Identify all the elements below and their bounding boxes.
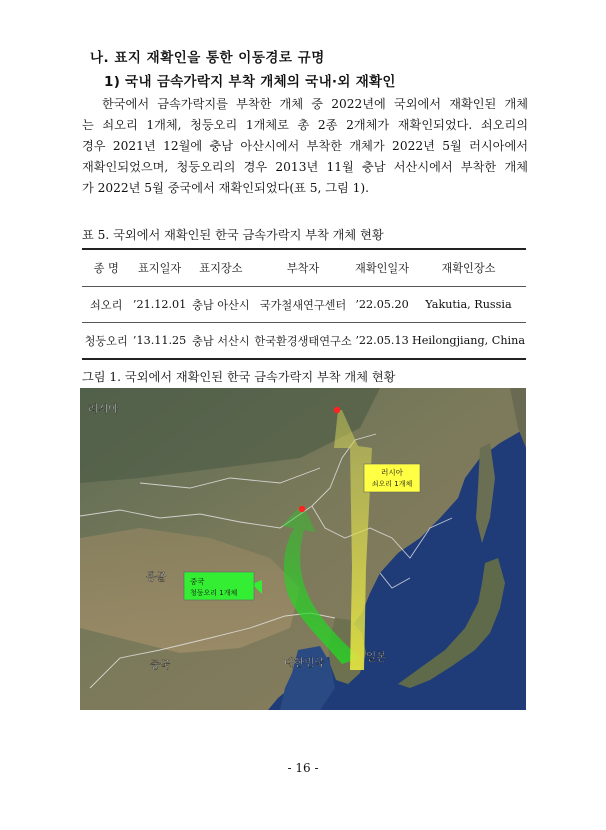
cell: ’21.12.01 [130,287,188,323]
cell: 쇠오리 [82,287,130,323]
russia-recapture-marker [334,407,340,413]
header-band-date: 표지일자 [130,249,188,287]
figure-caption: 그림 1. 국외에서 재확인된 한국 금속가락지 부착 개체 현황 [82,370,396,384]
header-band-site: 표지장소 [189,249,253,287]
header-species: 종 명 [82,249,130,287]
label-japan: 일본 [366,651,387,663]
header-bander: 부착자 [253,249,353,287]
migration-map [80,388,526,710]
cell: Heilongjiang, China [411,323,526,360]
section-heading: 나. 표지 재확인을 통한 이동경로 규명 [90,50,325,66]
paragraph-line: 경우 2021년 12월에 충남 아산시에서 부착한 개체가 2022년 5월 러시아에서 [82,139,528,153]
label-mongolia: 몽골 [146,571,167,583]
header-recapture-site: 재확인장소 [411,249,526,287]
paragraph-line: 한국에서 금속가락지를 부착한 개체 중 2022년에 국외에서 재확인된 개체 [102,97,528,111]
russia-callout-line2: 쇠오리 1개체 [371,480,413,488]
cell: 청둥오리 [82,323,130,360]
paragraph-line: 재확인되었으며, 청둥오리의 경우 2013년 11월 충남 서산시에서 부착한 개체 [82,160,528,174]
table-header-row [82,249,526,287]
china-callout-line2: 청둥오리 1개체 [190,589,238,597]
cell: ’22.05.20 [353,287,411,323]
table-caption: 표 5. 국외에서 재확인된 한국 금속가락지 부착 개체 현황 [82,228,384,242]
china-callout [184,572,262,600]
paragraph-line: 가 2022년 5월 중국에서 재확인되었다(표 5, 그림 1). [82,181,370,195]
cell: 한국환경생태연구소 [253,323,353,360]
table-row [82,323,526,360]
cell: 충남 서산시 [189,323,253,360]
label-china: 중국 [150,659,171,671]
cell: 충남 아산시 [189,287,253,323]
page-number: - 16 - [287,761,319,775]
cell: Yakutia, Russia [411,287,526,323]
cell: 국가철새연구센터 [253,287,353,323]
header-recapture-date: 재확인일자 [353,249,411,287]
table-row [82,287,526,323]
china-recapture-marker [299,506,305,512]
china-callout-line1: 중국 [190,577,205,586]
subsection-heading: 1) 국내 금속가락지 부착 개체의 국내·외 재확인 [104,74,396,90]
body-paragraph [82,94,528,199]
cell: ’13.11.25 [130,323,188,360]
label-korea: 대한민국 [284,657,325,669]
cell: ’22.05.13 [353,323,411,360]
russia-callout-line1: 러시아 [381,468,403,477]
paragraph-line: 는 쇠오리 1개체, 청둥오리 1개체로 총 2종 2개체가 재확인되었다. 쇠오리의 [82,118,528,132]
recapture-table [82,248,526,360]
label-russia: 러시아 [88,403,119,415]
russia-callout [364,464,420,492]
map-svg [80,388,526,710]
